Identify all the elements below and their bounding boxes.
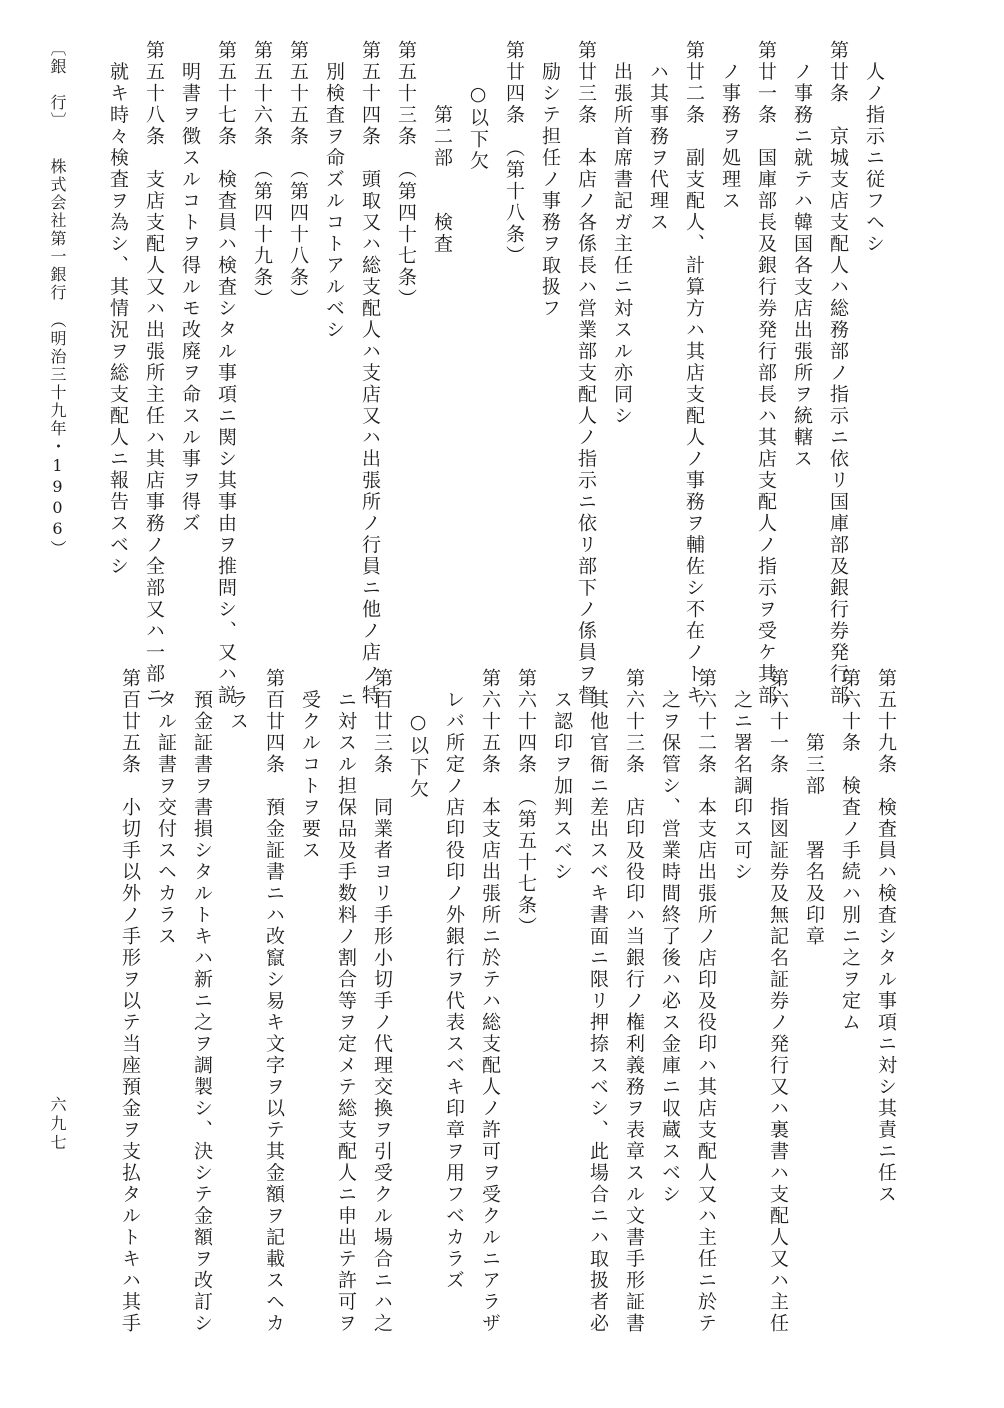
text-line: 第廿条 京城支店支配人ハ総務部ノ指示ニ依リ国庫部及銀行券発行部	[827, 40, 849, 707]
text-line: 第百廿五条 小切手以外ノ手形ヲ以テ当座預金ヲ支払タルトキハ其手	[119, 668, 141, 1335]
text-line: 第百廿四条 預金証書ニハ改竄シ易キ文字ヲ以テ其金額ヲ記載スヘカ	[263, 668, 285, 1335]
text-line: レバ所定ノ店印役印ノ外銀行ヲ代表スベキ印章ヲ用フベカラズ	[443, 668, 465, 1292]
text-line: 人ノ指示ニ従フヘシ	[863, 40, 885, 255]
text-line: ○以下欠	[407, 668, 429, 800]
text-line: 第六十五条 本支店出張所ニ於テハ総支配人ノ許可ヲ受クルニアラザ	[479, 668, 501, 1335]
text-line: 出張所首席書記ガ主任ニ対スル亦同シ	[611, 40, 633, 427]
text-line: 別検査ヲ命ズルコトアルベシ	[323, 40, 345, 341]
text-line: 受クルコトヲ要ス	[299, 668, 321, 862]
text-line: 第五十六条 （第四十九条）	[251, 40, 273, 310]
text-line: 第廿四条 （第十八条）	[503, 40, 525, 267]
text-line: 第廿三条 本店ノ各係長ハ営業部支配人ノ指示ニ依リ部下ノ係員ヲ督	[575, 40, 597, 707]
text-line: タル証書ヲ交付スヘカラス	[155, 668, 177, 948]
text-line: 第五十三条 （第四十七条）	[395, 40, 417, 310]
running-footer	[46, 40, 69, 558]
text-line: 第六十一条 指図証券及無記名証券ノ発行又ハ裏書ハ支配人又ハ主任	[767, 668, 789, 1335]
text-line: 第五十四条 頭取又ハ総支配人ハ支店又ハ出張所ノ行員ニ他ノ店ノ特	[359, 40, 381, 707]
text-line: 預金証書ヲ書損シタルトキハ新ニ之ヲ調製シ、決シテ金額ヲ改訂シ	[191, 668, 213, 1335]
footer-source: 株式会社第一銀行	[48, 158, 67, 302]
text-line: 第六十条 検査ノ手続ハ別ニ之ヲ定ム	[839, 668, 861, 1034]
text-line: 就キ時々検査ヲ為シ、其情況ヲ総支配人ニ報告スベシ	[107, 40, 129, 578]
text-line: ハ其事務ヲ代理ス	[647, 40, 669, 234]
text-line: ラス	[227, 668, 249, 733]
text-line: 第六十二条 本支店出張所ノ店印及役印ハ其店支配人又ハ主任ニ於テ	[695, 668, 717, 1335]
text-line: 之ニ署名調印ス可シ	[731, 668, 753, 883]
text-line: 第五十八条 支店支配人又ハ出張所主任ハ其店事務ノ全部又ハ一部ニ	[143, 40, 165, 707]
text-line: 第廿一条 国庫部長及銀行券発行部長ハ其店支配人ノ指示ヲ受ケ其部	[755, 40, 777, 707]
text-line: 励シテ担任ノ事務ヲ取扱フ	[539, 40, 561, 320]
text-line: 第五十九条 検査員ハ検査シタル事項ニ対シ其責ニ任ス	[875, 668, 897, 1206]
lower-text-block	[112, 668, 904, 1335]
text-line: 第六十四条 （第五十七条）	[515, 668, 537, 938]
text-line: ノ事務ニ就テハ韓国各支店出張所ヲ統轄ス	[791, 40, 813, 470]
text-line: ノ事務ヲ処理ス	[719, 40, 741, 212]
text-line: 明書ヲ徴スルコトヲ得ルモ改廃ヲ命スル事ヲ得ズ	[179, 40, 201, 535]
text-line: 第三部 署名及印章	[803, 668, 825, 948]
text-line: 之ヲ保管シ、営業時間終了後ハ必ス金庫ニ収蔵スベシ	[659, 668, 681, 1206]
text-line: ス認印ヲ加判スベシ	[551, 668, 573, 883]
text-line: 第二部 検査	[431, 40, 453, 255]
text-line: 第廿二条 副支配人、計算方ハ其店支配人ノ事務ヲ輔佐シ不在ノトキ	[683, 40, 705, 707]
text-line: 第五十七条 検査員ハ検査シタル事項ニ関シ其事由ヲ推問シ、又ハ説	[215, 40, 237, 707]
footer-category: 〔銀 行〕	[48, 40, 67, 122]
text-line: ○以下欠	[467, 40, 489, 172]
text-line: ニ対スル担保品及手数料ノ割合等ヲ定メテ総支配人ニ申出テ許可ヲ	[335, 668, 357, 1335]
footer-date: （明治三十九年・1906）	[48, 320, 67, 558]
text-line: 第百廿三条 同業者ヨリ手形小切手ノ代理交換ヲ引受クル場合ニハ之	[371, 668, 393, 1335]
text-line: 其他官衙ニ差出スベキ書面ニ限リ押捺スベシ、此場合ニハ取扱者必	[587, 668, 609, 1335]
text-line: 第六十三条 店印及役印ハ当銀行ノ権利義務ヲ表章スル文書手形証書	[623, 668, 645, 1335]
text-line: 第五十五条 （第四十八条）	[287, 40, 309, 310]
page-number: 六九七	[48, 1096, 67, 1153]
